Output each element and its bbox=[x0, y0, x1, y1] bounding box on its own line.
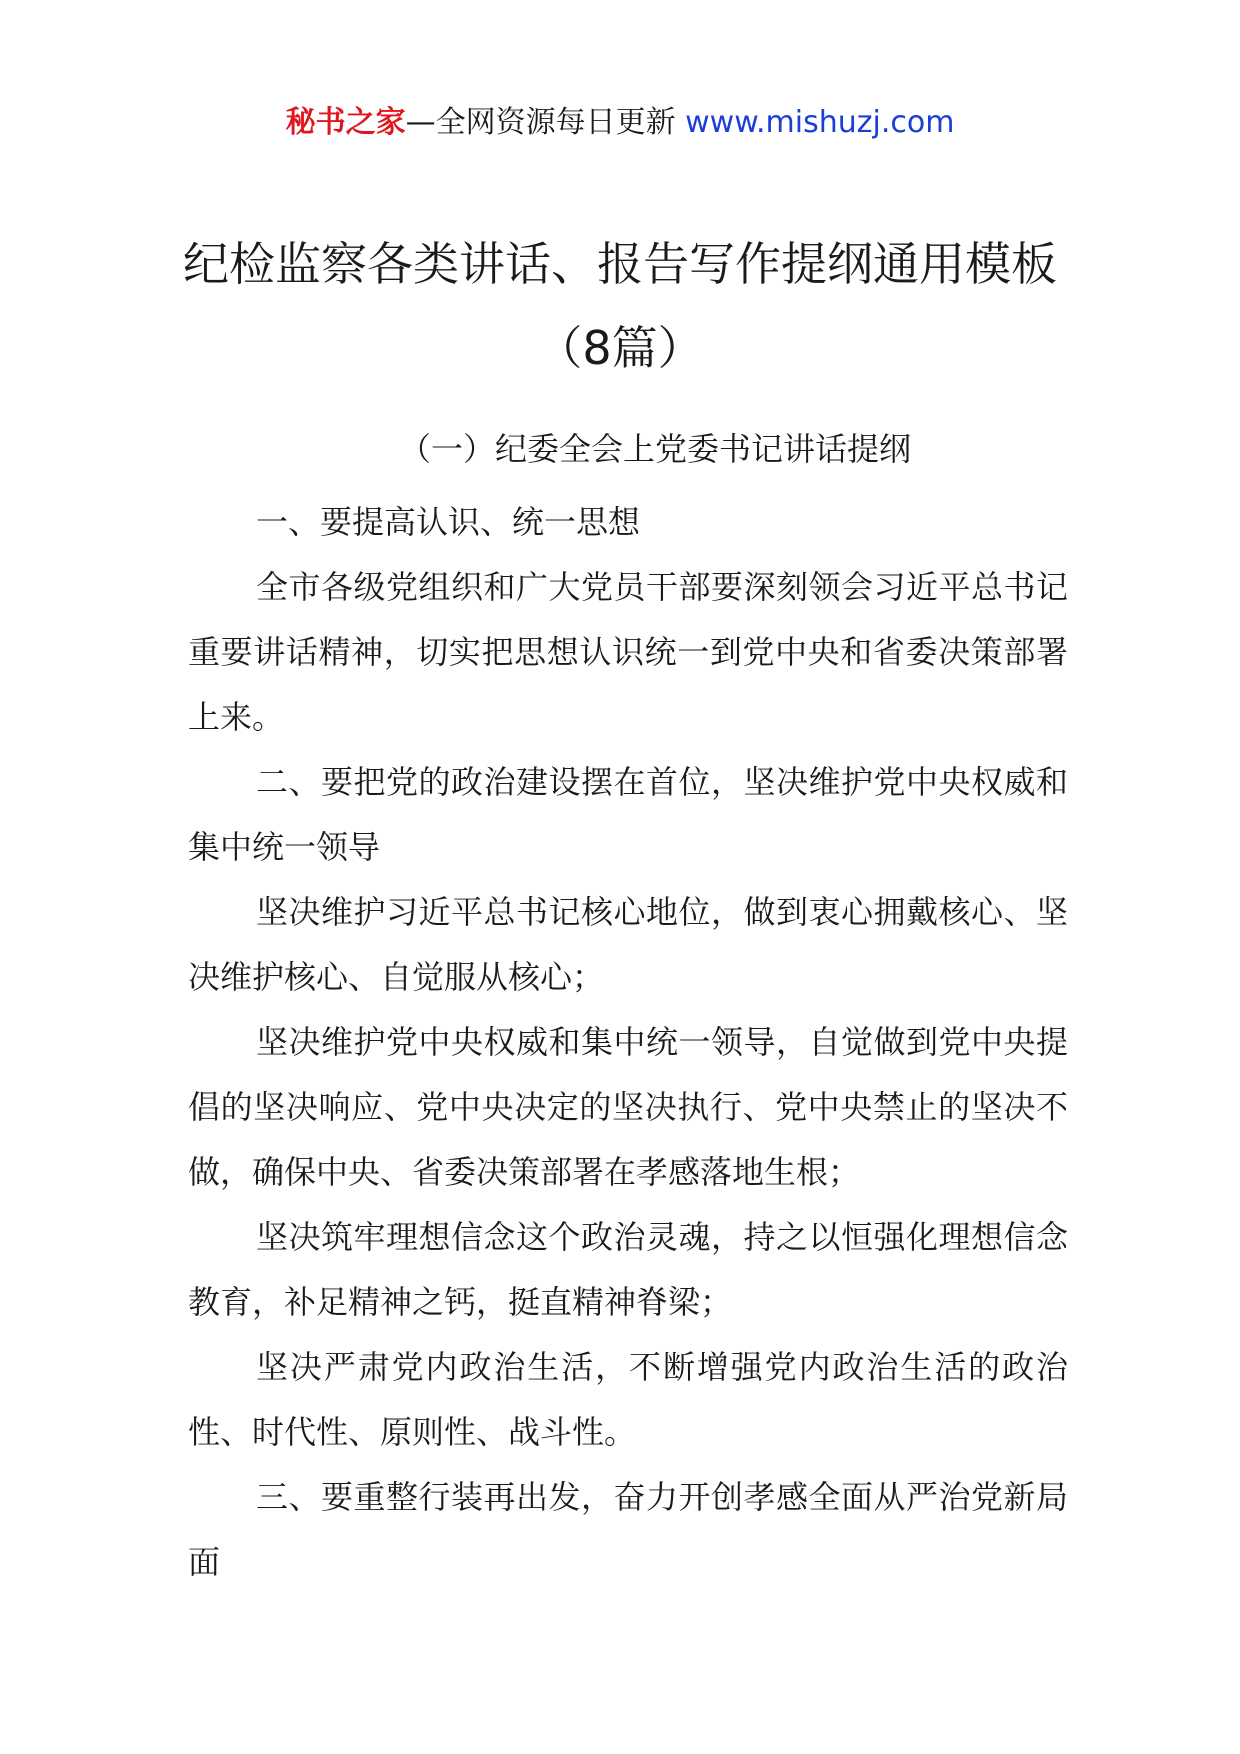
document-body bbox=[188, 490, 1068, 1595]
heading-point-1: 一、要提高认识、统一思想 bbox=[256, 503, 641, 541]
body-paragraph: 坚决维护习近平总书记核心地位，做到衷心拥戴核心、坚决维护核心、自觉服从核心； bbox=[188, 893, 1068, 996]
site-tagline: —全网资源每日更新 bbox=[405, 105, 686, 140]
body-paragraph: 坚决筑牢理想信念这个政治灵魂，持之以恒强化理想信念教育，补足精神之钙，挺直精神脊梁； bbox=[188, 1218, 1068, 1321]
site-url-link[interactable]: www.mishuzj.com bbox=[685, 105, 955, 140]
site-header bbox=[0, 100, 1240, 146]
heading-point-2: 二、要把党的政治建设摆在首位，坚决维护党中央权威和集中统一领导 bbox=[188, 763, 1068, 866]
heading-point-3: 三、要重整行装再出发，奋力开创孝感全面从严治党新局面 bbox=[188, 1478, 1068, 1581]
body-paragraph: 坚决维护党中央权威和集中统一领导，自觉做到党中央提倡的坚决响应、党中央决定的坚决执行、党中央禁止的坚决不做，确保中央、省委决策部署在孝感落地生根； bbox=[188, 1023, 1068, 1191]
document-title: 纪检监察各类讲话、报告写作提纲通用模板（8篇） bbox=[183, 237, 1057, 375]
site-brand: 秘书之家 bbox=[285, 105, 406, 140]
section-title: （一）纪委全会上党委书记讲话提纲 bbox=[398, 430, 911, 468]
body-paragraph: 坚决严肃党内政治生活，不断增强党内政治生活的政治性、时代性、原则性、战斗性。 bbox=[188, 1348, 1068, 1451]
body-paragraph: 全市各级党组织和广大党员干部要深刻领会习近平总书记重要讲话精神，切实把思想认识统一到党中央和省委决策部署上来。 bbox=[188, 568, 1068, 736]
